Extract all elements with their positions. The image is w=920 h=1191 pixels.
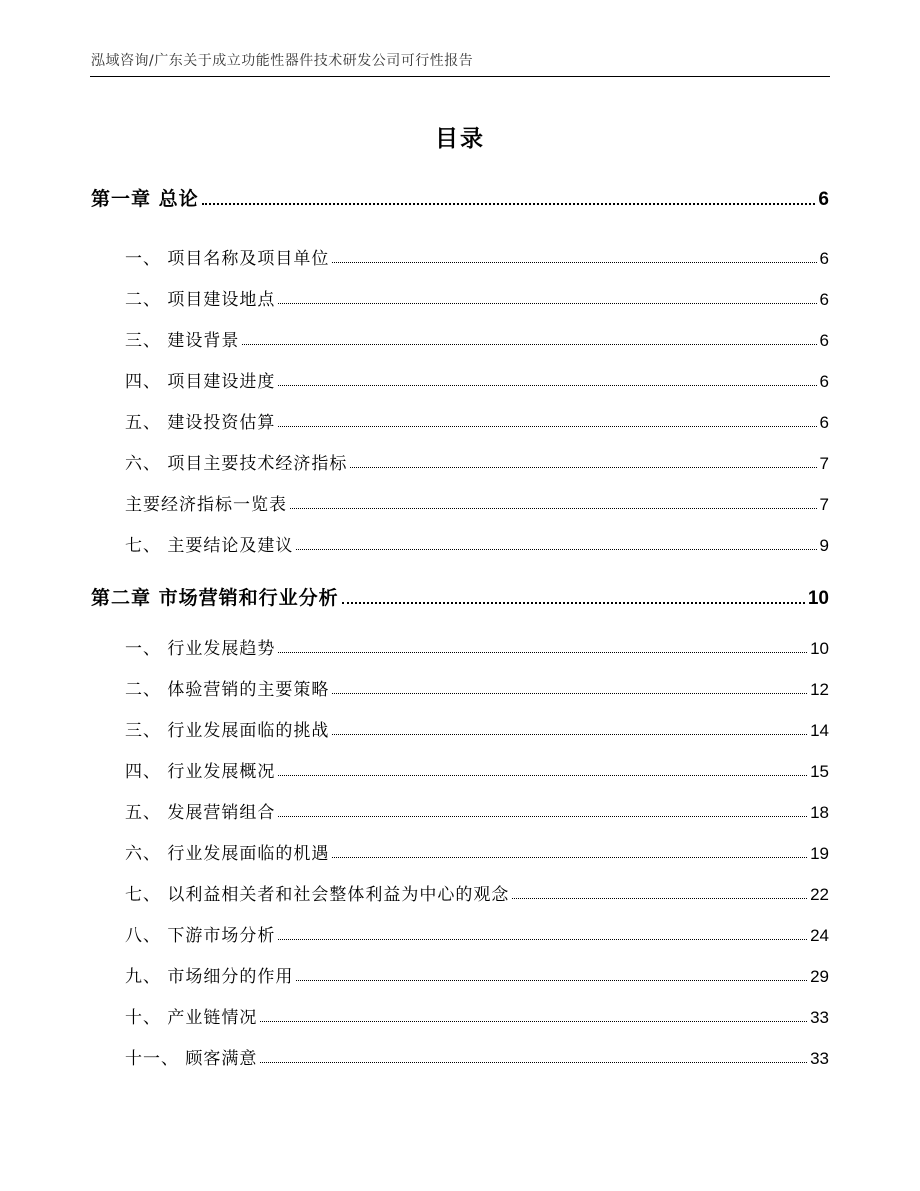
toc-entry-label: 六、 项目主要技术经济指标 bbox=[125, 454, 348, 474]
toc-entry-label: 七、 以利益相关者和社会整体利益为中心的观念 bbox=[125, 885, 510, 905]
toc-page-number: 22 bbox=[810, 885, 829, 904]
dot-leader bbox=[296, 549, 816, 550]
dot-leader bbox=[290, 508, 817, 509]
toc-entry-label: 十一、 顾客满意 bbox=[125, 1049, 258, 1069]
toc-entry-label: 三、 建设背景 bbox=[125, 331, 240, 351]
toc-entry-label: 八、 下游市场分析 bbox=[125, 926, 276, 946]
toc-page-number: 6 bbox=[819, 331, 829, 350]
toc-section[interactable] bbox=[125, 838, 829, 864]
dot-leader bbox=[332, 857, 807, 858]
dot-leader bbox=[260, 1021, 807, 1022]
toc-page-number: 10 bbox=[810, 639, 829, 658]
toc-page-number: 24 bbox=[810, 926, 829, 945]
dot-leader bbox=[242, 344, 816, 345]
toc-section[interactable] bbox=[125, 633, 829, 659]
toc-entry-label: 三、 行业发展面临的挑战 bbox=[125, 721, 330, 741]
dot-leader bbox=[350, 467, 816, 468]
dot-leader bbox=[342, 602, 805, 604]
dot-leader bbox=[260, 1062, 807, 1063]
toc-section[interactable] bbox=[125, 1002, 829, 1028]
toc-entry-label: 二、 体验营销的主要策略 bbox=[125, 680, 330, 700]
dot-leader bbox=[202, 203, 816, 205]
page-title: 目录 bbox=[435, 126, 485, 152]
header-divider bbox=[90, 76, 830, 77]
toc-entry-label: 九、 市场细分的作用 bbox=[125, 967, 294, 987]
dot-leader bbox=[278, 939, 807, 940]
toc-section[interactable] bbox=[125, 284, 829, 310]
toc-entry-label: 五、 建设投资估算 bbox=[125, 413, 276, 433]
dot-leader bbox=[278, 816, 807, 817]
running-header: 泓域咨询/广东关于成立功能性器件技术研发公司可行性报告 bbox=[91, 53, 474, 69]
toc-section[interactable] bbox=[125, 325, 829, 351]
toc-section[interactable] bbox=[125, 920, 829, 946]
toc-page-number: 6 bbox=[819, 372, 829, 391]
dot-leader bbox=[332, 734, 807, 735]
toc-section[interactable] bbox=[125, 366, 829, 392]
toc-entry-label: 二、 项目建设地点 bbox=[125, 290, 276, 310]
toc-section[interactable] bbox=[125, 530, 829, 556]
toc-chapter[interactable] bbox=[91, 580, 829, 610]
toc-entry-label: 主要经济指标一览表 bbox=[125, 495, 287, 515]
dot-leader bbox=[512, 898, 807, 899]
toc-page-number: 19 bbox=[810, 844, 829, 863]
toc-section[interactable] bbox=[125, 489, 829, 515]
toc-section[interactable] bbox=[125, 961, 829, 987]
toc-page-number: 7 bbox=[819, 495, 829, 514]
toc-entry-label: 四、 项目建设进度 bbox=[125, 372, 276, 392]
dot-leader bbox=[332, 693, 807, 694]
dot-leader bbox=[278, 385, 816, 386]
toc-page-number: 33 bbox=[810, 1008, 829, 1027]
toc-section[interactable] bbox=[125, 674, 829, 700]
toc-section[interactable] bbox=[125, 756, 829, 782]
toc-section[interactable] bbox=[125, 715, 829, 741]
toc-section[interactable] bbox=[125, 879, 829, 905]
toc-entry-label: 一、 项目名称及项目单位 bbox=[125, 249, 330, 269]
toc-page-number: 7 bbox=[819, 454, 829, 473]
toc-page-number: 6 bbox=[818, 189, 829, 210]
dot-leader bbox=[296, 980, 807, 981]
toc-entry-label: 第一章 总论 bbox=[91, 188, 199, 210]
dot-leader bbox=[278, 652, 807, 653]
toc-section[interactable] bbox=[125, 243, 829, 269]
toc-entry-label: 十、 产业链情况 bbox=[125, 1008, 258, 1028]
toc-page-number: 14 bbox=[810, 721, 829, 740]
toc-entry-label: 七、 主要结论及建议 bbox=[125, 536, 294, 556]
toc-entry-label: 六、 行业发展面临的机遇 bbox=[125, 844, 330, 864]
toc-entry-label: 五、 发展营销组合 bbox=[125, 803, 276, 823]
dot-leader bbox=[278, 426, 816, 427]
toc-page-number: 15 bbox=[810, 762, 829, 781]
toc-entry-label: 第二章 市场营销和行业分析 bbox=[91, 587, 339, 609]
toc-entry-label: 四、 行业发展概况 bbox=[125, 762, 276, 782]
toc-section[interactable] bbox=[125, 407, 829, 433]
dot-leader bbox=[332, 262, 816, 263]
toc-section[interactable] bbox=[125, 1043, 829, 1069]
toc-page-number: 33 bbox=[810, 1049, 829, 1068]
toc-page-number: 6 bbox=[819, 413, 829, 432]
toc-page-number: 9 bbox=[819, 536, 829, 555]
toc-page-number: 12 bbox=[810, 680, 829, 699]
toc-section[interactable] bbox=[125, 797, 829, 823]
toc-section[interactable] bbox=[125, 448, 829, 474]
toc-entry-label: 一、 行业发展趋势 bbox=[125, 639, 276, 659]
toc-page-number: 6 bbox=[819, 249, 829, 268]
toc-page-number: 18 bbox=[810, 803, 829, 822]
toc-page-number: 10 bbox=[807, 588, 829, 609]
dot-leader bbox=[278, 303, 816, 304]
dot-leader bbox=[278, 775, 807, 776]
toc-chapter[interactable] bbox=[91, 181, 829, 211]
toc-page-number: 29 bbox=[810, 967, 829, 986]
toc-page-number: 6 bbox=[819, 290, 829, 309]
